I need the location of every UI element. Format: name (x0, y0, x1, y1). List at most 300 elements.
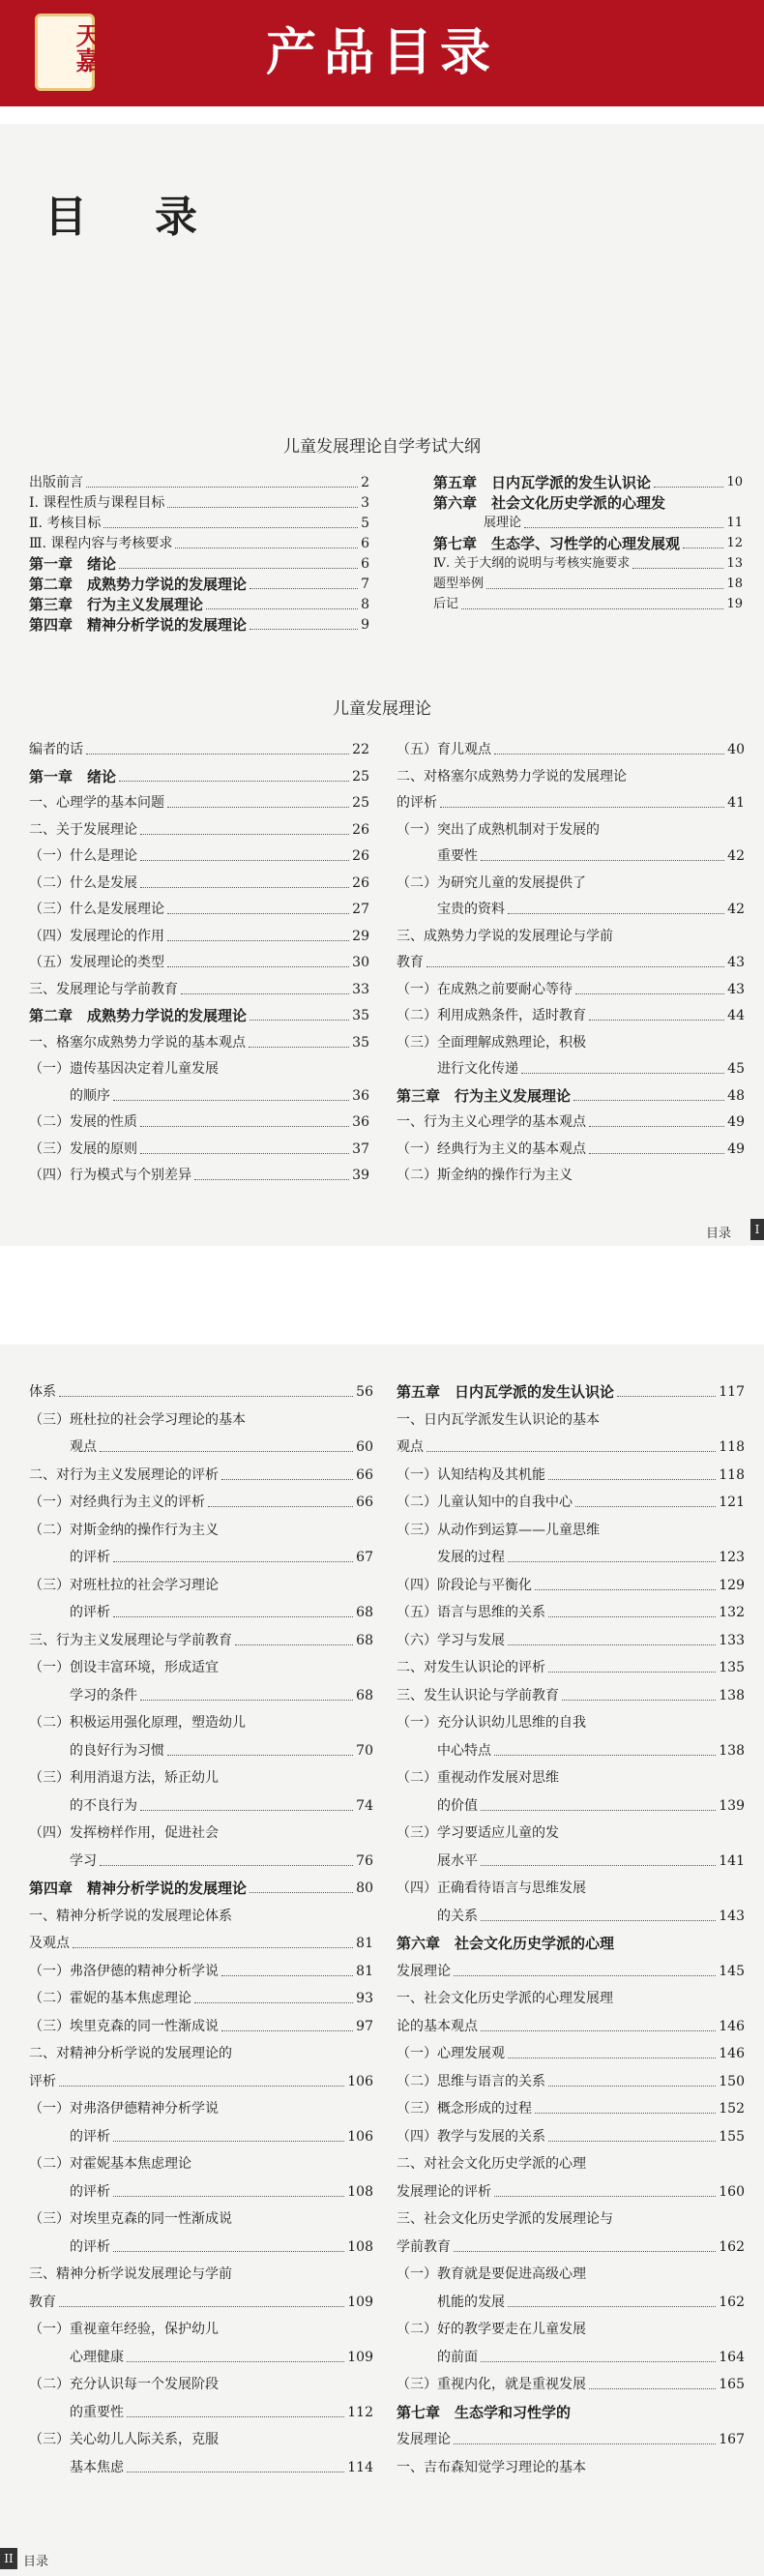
dot-leader (548, 2141, 716, 2142)
dot-leader (221, 1479, 353, 1480)
toc-entry-title: 一、吉布森知觉学习理论的基本 (397, 2459, 586, 2475)
toc-entry (397, 768, 745, 785)
toc-entry (397, 1632, 745, 1649)
toc-entry (29, 954, 369, 971)
toc-entry-page: 109 (347, 2349, 373, 2365)
toc-entry-title: （二）好的教学要走在儿童发展 (397, 2322, 586, 2337)
dot-leader (494, 1755, 716, 1756)
toc-entry (397, 1034, 745, 1051)
toc-entry-title: （二）霍妮的基本焦虑理论 (29, 1991, 191, 2006)
dot-leader (113, 2141, 344, 2142)
toc-entry (29, 2321, 373, 2338)
toc-entry-title: 二、对发生认识论的评析 (397, 1660, 545, 1675)
toc-entry-title: （二）斯金纳的操作行为主义 (397, 1168, 573, 1183)
toc-entry-page: 106 (347, 2073, 373, 2089)
toc-entry-title: （三）对班杜拉的社会学习理论 (29, 1577, 219, 1593)
toc-entry (397, 1880, 745, 1897)
toc-entry-title: （二）思维与语言的关系 (397, 2073, 545, 2089)
toc-entry-title: 的评析 (29, 2238, 110, 2255)
footer-label: 目录 (706, 1227, 732, 1241)
toc-entry-title: 评析 (29, 2073, 56, 2089)
dot-leader (494, 754, 724, 755)
toc-entry-page: 143 (719, 1908, 745, 1924)
toc-entry-page: 35 (352, 1008, 369, 1023)
toc-entry-title: 发展理论的评析 (397, 2183, 491, 2200)
toc-entry (29, 768, 369, 785)
toc-entry-page: 114 (347, 2459, 373, 2475)
dot-leader (127, 2416, 344, 2417)
toc-entry-page: 36 (352, 1114, 369, 1130)
toc-entry-title: 题型举例 (433, 577, 485, 591)
toc-entry-title: 第七章 生态学和习性学的 (397, 2403, 572, 2421)
dot-leader (440, 807, 724, 808)
toc-entry-page: 2 (361, 475, 369, 490)
section-title-theory: 儿童发展理论 (333, 699, 431, 719)
toc-entry-title: （三）班杜拉的社会学习理论的基本 (29, 1411, 246, 1428)
toc-entry-title: （二）对斯金纳的操作行为主义 (29, 1522, 219, 1538)
toc-entry (397, 2265, 745, 2283)
toc-entry-title: 宝贵的资料 (397, 902, 505, 917)
toc-entry-title: （六）学习与发展 (397, 1632, 505, 1648)
toc-entry-title: 论的基本观点 (397, 2018, 478, 2034)
toc-entry-page: 133 (719, 1632, 745, 1648)
toc-entry (29, 515, 369, 532)
toc-entry (29, 1113, 369, 1131)
toc-entry-page: 39 (352, 1168, 369, 1183)
toc-entry (397, 2073, 745, 2090)
toc-entry (397, 874, 745, 892)
toc-entry-page: 155 (719, 2128, 745, 2145)
dot-leader (575, 993, 724, 994)
toc-entry-page: 6 (361, 556, 369, 572)
toc-entry-page: 60 (356, 1439, 373, 1455)
toc-entry-title: 第六章 社会文化历史学派的心理 (397, 1935, 615, 1952)
dot-leader (548, 1672, 716, 1673)
toc-entry-page: 56 (356, 1384, 373, 1400)
toc-entry (397, 794, 745, 812)
toc-entry-title: （三）发展的原则 (29, 1140, 137, 1157)
header-banner (0, 0, 764, 106)
dot-leader (140, 1700, 353, 1701)
dot-leader (59, 2306, 344, 2307)
toc-entry-title: 进行文化传递 (397, 1061, 518, 1077)
dot-leader (140, 1153, 349, 1154)
toc-entry-page: 48 (727, 1087, 745, 1104)
toc-entry-title: （一）教育就是要促进高级心理 (397, 2266, 586, 2282)
toc-entry-page: 67 (356, 1550, 373, 1565)
dot-leader (508, 2306, 716, 2307)
dot-leader (208, 1506, 353, 1507)
toc-entry-title: 展水平 (397, 1852, 478, 1869)
toc-entry-page: 76 (356, 1852, 373, 1869)
toc-entry-page: 6 (361, 536, 369, 551)
toc-entry (433, 474, 743, 491)
toc-entry-page: 44 (727, 1008, 745, 1023)
toc-entry-title: 一、日内瓦学派发生认识论的基本 (397, 1411, 600, 1428)
toc-entry-title: 的评析 (29, 2128, 110, 2145)
toc-entry-title: （三）什么是发展理论 (29, 902, 164, 917)
toc-entry (29, 1880, 373, 1897)
dot-leader (521, 1073, 724, 1074)
toc-entry-title: （三）关心幼儿人际关系，克服 (29, 2432, 219, 2447)
toc-entry-title: （五）育儿观点 (397, 742, 491, 757)
toc-entry (433, 576, 743, 593)
toc-entry-title: 第六章 社会文化历史学派的心理发 (433, 494, 666, 512)
toc-entry-title: 基本焦虑 (29, 2459, 124, 2475)
toc-entry-page: 138 (719, 1687, 745, 1703)
toc-entry (29, 535, 369, 552)
dot-leader (73, 1947, 353, 1948)
toc-entry-page: 129 (719, 1577, 745, 1593)
toc-entry (397, 2045, 745, 2062)
dot-leader (113, 1616, 353, 1617)
dot-leader (103, 527, 358, 528)
toc-entry (29, 2045, 373, 2062)
toc-entry (29, 2265, 373, 2283)
toc-entry-title: （四）正确看待语言与思维发展 (397, 1880, 586, 1896)
toc-entry-page: 121 (719, 1495, 745, 1510)
toc-entry-page: 106 (347, 2128, 373, 2145)
toc-entry-title: 第五章 日内瓦学派的发生认识论 (397, 1383, 615, 1401)
toc-entry-title: 一、行为主义心理学的基本观点 (397, 1114, 586, 1130)
toc-entry-title: 学习的条件 (29, 1687, 137, 1703)
toc-entry-title: 机能的发展 (397, 2294, 505, 2310)
toc-entry (397, 1742, 745, 1760)
toc-entry-title: 第二章 成熟势力学说的发展理论 (29, 576, 248, 593)
toc-entry (29, 794, 369, 812)
toc-entry (397, 1852, 745, 1870)
toc-entry-title: （五）发展理论的类型 (29, 955, 164, 970)
toc-entry (29, 1714, 373, 1732)
toc-entry-title: （三）重视内化，就是重视发展 (397, 2377, 586, 2392)
toc-entry-page: 11 (726, 516, 743, 530)
toc-entry-title: 一、格塞尔成熟势力学说的基本观点 (29, 1034, 246, 1051)
toc-entry (29, 2376, 373, 2393)
toc-entry-page: 5 (361, 516, 369, 531)
toc-entry-title: 教育 (397, 955, 424, 970)
toc-entry-title: （二）充分认识每一个发展阶段 (29, 2377, 219, 2392)
toc-page-2 (0, 1345, 764, 2576)
toc-entry-page: 152 (719, 2101, 745, 2117)
toc-entry (397, 2349, 745, 2366)
toc-entry-page: 45 (727, 1061, 745, 1077)
toc-entry-title: 的不良行为 (29, 1797, 137, 1814)
dot-leader (113, 1561, 353, 1562)
toc-entry (29, 981, 369, 998)
toc-entry (29, 1383, 373, 1401)
toc-entry-page: 49 (727, 1114, 745, 1130)
toc-entry (29, 555, 369, 573)
dot-leader (481, 2361, 716, 2362)
toc-entry-title: 第七章 生态学、习性学的心理发展观 (433, 535, 681, 552)
toc-entry (29, 596, 369, 613)
toc-entry (397, 1769, 745, 1787)
dot-leader (140, 860, 349, 861)
toc-entry-page: 41 (727, 795, 745, 811)
toc-entry (397, 1577, 745, 1594)
toc-entry-page: 13 (726, 556, 743, 571)
toc-entry (29, 2294, 373, 2311)
toc-entry-page: 19 (726, 597, 743, 611)
toc-entry-title: 三、发展理论与学前教育 (29, 981, 178, 997)
toc-entry-page: 3 (361, 495, 369, 511)
toc-entry-page: 43 (727, 981, 745, 997)
toc-entry-title: （三）全面理解成熟理论，积极 (397, 1034, 586, 1051)
toc-entry-title: 第三章 行为主义发展理论 (29, 596, 204, 613)
toc-entry (397, 821, 745, 839)
dot-leader (481, 1865, 716, 1866)
dot-leader (194, 2002, 353, 2003)
dot-leader (481, 1810, 716, 1811)
dot-leader (59, 2086, 344, 2087)
dot-leader (454, 2251, 716, 2252)
dot-leader (654, 487, 723, 488)
dot-leader (100, 1865, 353, 1866)
dot-leader (481, 860, 724, 861)
toc-entry (29, 2459, 373, 2476)
toc-entry (29, 1438, 373, 1456)
toc-entry (397, 1383, 745, 1401)
toc-entry-title: （二）重视动作发展对思维 (397, 1770, 559, 1786)
toc-entry (397, 2321, 745, 2338)
toc-entry-page: 22 (352, 742, 369, 757)
toc-entry-title: 的评析 (29, 1550, 110, 1565)
toc-entry-title: 的评析 (397, 795, 437, 811)
toc-page-1 (0, 124, 764, 1246)
dot-leader (426, 966, 724, 967)
toc-entry (397, 1007, 745, 1024)
toc-entry-page: 10 (726, 475, 743, 489)
dot-leader (181, 993, 349, 994)
toc-entry-title: 后记 (433, 597, 459, 611)
dot-leader (548, 2086, 716, 2087)
toc-entry-title: 中心特点 (397, 1742, 491, 1759)
dot-leader (86, 487, 358, 488)
toc-entry-title: 三、精神分析学说发展理论与学前 (29, 2266, 232, 2282)
toc-entry-page: 12 (726, 536, 743, 550)
toc-entry-title: 一、心理学的基本问题 (29, 795, 164, 811)
dot-leader (206, 608, 358, 609)
toc-entry (29, 1742, 373, 1760)
toc-entry-page: 112 (347, 2404, 373, 2420)
toc-entry-title: Ⅲ. 课程内容与考核要求 (29, 536, 173, 551)
toc-entry (29, 1522, 373, 1539)
toc-entry-title: 的顺序 (29, 1087, 110, 1104)
dot-leader (140, 1810, 353, 1811)
toc-entry-page: 118 (719, 1439, 745, 1455)
toc-entry-title: （三）从动作到运算——儿童思维 (397, 1522, 600, 1538)
toc-entry-title: 的重要性 (29, 2404, 124, 2420)
toc-entry (29, 1769, 373, 1787)
dot-leader (250, 588, 358, 589)
toc-entry-page: 68 (356, 1605, 373, 1620)
toc-entry-title: （一）对弗洛伊德精神分析学说 (29, 2101, 219, 2117)
dot-leader (589, 2388, 716, 2389)
toc-entry-page: 68 (356, 1632, 373, 1648)
toc-entry-page: 146 (719, 2018, 745, 2034)
toc-entry-page: 26 (352, 874, 369, 891)
toc-entry (397, 2404, 745, 2421)
toc-entry-title: 展理论 (433, 516, 522, 530)
toc-entry (397, 954, 745, 971)
dot-leader (508, 1561, 716, 1562)
dot-leader (589, 1153, 724, 1154)
toc-entry-title: （一）弗洛伊德的精神分析学说 (29, 1963, 219, 1979)
toc-entry-title: （三）埃里克森的同一性渐成说 (29, 2018, 219, 2034)
dot-leader (250, 1020, 349, 1021)
toc-entry (397, 1935, 745, 1952)
toc-entry-page: 36 (352, 1087, 369, 1104)
toc-entry (29, 1577, 373, 1594)
toc-entry-page: 123 (719, 1550, 745, 1565)
toc-entry-title: （一）突出了成熟机制对于发展的 (397, 821, 600, 838)
toc-entry (397, 1797, 745, 1815)
dot-leader (481, 1920, 716, 1921)
dot-leader (167, 507, 358, 508)
dot-leader (113, 2251, 344, 2252)
toc-entry-title: 学前教育 (397, 2238, 451, 2255)
toc-entry (397, 901, 745, 918)
toc-entry-title: （一）充分认识幼儿思维的自我 (397, 1715, 586, 1731)
dot-leader (250, 629, 358, 630)
toc-entry (29, 2073, 373, 2090)
toc-entry-page: 81 (356, 1936, 373, 1951)
toc-entry (29, 2018, 373, 2035)
dot-leader (113, 2196, 344, 2197)
toc-entry-page: 7 (361, 577, 369, 592)
toc-entry (29, 1494, 373, 1511)
toc-entry-title: （二）发展的性质 (29, 1114, 137, 1130)
dot-leader (454, 2443, 716, 2444)
toc-entry-title: （四）阶段论与平衡化 (397, 1577, 532, 1593)
toc-entry-title: 三、行为主义发展理论与学前教育 (29, 1632, 232, 1648)
toc-entry (397, 741, 745, 758)
toc-entry (29, 1549, 373, 1566)
toc-entry-title: 重要性 (397, 848, 478, 864)
toc-entry (397, 1087, 745, 1105)
toc-entry (433, 515, 743, 532)
dot-leader (140, 887, 349, 888)
toc-entry (397, 1549, 745, 1566)
toc-entry (397, 2183, 745, 2201)
toc-entry (29, 2404, 373, 2421)
toc-entry (29, 1466, 373, 1484)
toc-entry-page: 146 (719, 2046, 745, 2061)
toc-entry-title: （三）对埃里克森的同一性渐成说 (29, 2211, 232, 2227)
toc-entry-page: 30 (352, 955, 369, 970)
dot-leader (426, 1451, 716, 1452)
toc-entry-page: 9 (361, 617, 369, 633)
toc-entry (29, 1060, 369, 1078)
toc-entry (29, 741, 369, 758)
dot-leader (575, 1506, 716, 1507)
toc-entry (397, 2100, 745, 2117)
toc-entry (397, 1659, 745, 1676)
toc-entry-title: 第三章 行为主义发展理论 (397, 1086, 572, 1105)
toc-entry-title: 第一章 绪论 (29, 555, 117, 573)
toc-entry (397, 1411, 745, 1429)
toc-entry (29, 1140, 369, 1158)
toc-entry (29, 2349, 373, 2366)
toc-entry-page: 109 (347, 2294, 373, 2310)
toc-entry (29, 1604, 373, 1621)
toc-entry (29, 2100, 373, 2117)
toc-entry (29, 1852, 373, 1870)
toc-entry-title: （二）利用成熟条件，适时教育 (397, 1008, 586, 1023)
toc-entry (29, 2155, 373, 2173)
toc-entry (397, 1113, 745, 1131)
toc-entry-title: （五）语言与思维的关系 (397, 1605, 545, 1620)
toc-entry (397, 2155, 745, 2173)
dot-leader (167, 913, 349, 914)
toc-entry-page: 74 (356, 1797, 373, 1814)
toc-entry (397, 1522, 745, 1539)
toc-entry (397, 1714, 745, 1732)
toc-entry (397, 2238, 745, 2256)
toc-entry-page: 29 (352, 928, 369, 944)
dot-leader (535, 1589, 716, 1590)
toc-entry-title: 的良好行为习惯 (29, 1742, 164, 1759)
toc-entry-title: （三）利用消退方法，矫正幼儿 (29, 1770, 219, 1786)
toc-entry (29, 1908, 373, 1925)
toc-entry-page: 42 (727, 902, 745, 917)
dot-leader (127, 2361, 344, 2362)
dot-leader (235, 1644, 353, 1645)
toc-entry-title: Ⅰ. 课程性质与课程目标 (29, 495, 165, 511)
toc-entry-page: 118 (719, 1466, 745, 1483)
toc-entry (29, 2210, 373, 2228)
toc-entry-title: （一）心理发展观 (397, 2046, 505, 2061)
toc-entry (29, 1632, 373, 1649)
toc-entry-title: 编者的话 (29, 742, 83, 757)
brand-logo-text: 天嘉 (72, 22, 101, 73)
toc-entry-page: 132 (719, 1605, 745, 1620)
toc-entry-title: （二）为研究儿童的发展提供了 (397, 874, 586, 891)
dot-leader (167, 940, 349, 941)
toc-entry (397, 847, 745, 865)
toc-entry-page: 145 (719, 1963, 745, 1979)
dot-leader (140, 834, 349, 835)
toc-entry (29, 1687, 373, 1704)
toc-entry-page: 27 (352, 902, 369, 917)
toc-entry (29, 1167, 369, 1184)
toc-entry (397, 2018, 745, 2035)
toc-entry-title: 二、对格塞尔成熟势力学说的发展理论 (397, 768, 627, 785)
page-number-tab: I (750, 1219, 764, 1240)
toc-entry-title: （二）对霍妮基本焦虑理论 (29, 2156, 191, 2172)
toc-entry-page: 49 (727, 1140, 745, 1157)
toc-entry-title: （一）创设丰富环境，形成适宜 (29, 1660, 219, 1675)
dot-leader (119, 568, 358, 569)
dot-leader (524, 527, 723, 528)
toc-entry-title: 发展的过程 (397, 1550, 505, 1565)
toc-entry-page: 8 (361, 597, 369, 612)
toc-entry-title: （一）遗传基因决定着儿童发展 (29, 1061, 219, 1077)
toc-entry-title: 一、社会文化历史学派的心理发展理 (397, 1991, 613, 2006)
toc-entry (29, 2128, 373, 2146)
toc-entry-page: 35 (352, 1034, 369, 1051)
toc-entry-title: （三）学习要适应儿童的发 (397, 1825, 559, 1841)
toc-entry-title: 的评析 (29, 2183, 110, 2200)
toc-entry-page: 25 (352, 768, 369, 785)
toc-entry-title: 的价值 (397, 1797, 478, 1814)
toc-entry-title: Ⅳ. 关于大纲的说明与考核实施要求 (433, 556, 631, 571)
toc-entry-page: 68 (356, 1687, 373, 1703)
toc-entry (397, 2459, 745, 2476)
toc-entry (397, 1494, 745, 1511)
toc-entry-page: 42 (727, 848, 745, 864)
toc-entry (397, 1908, 745, 1925)
